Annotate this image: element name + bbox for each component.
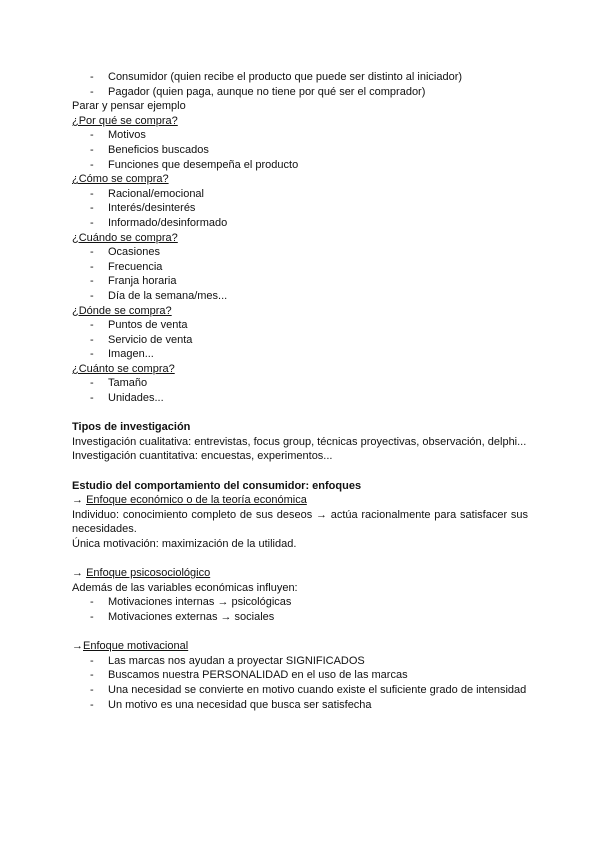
list-item: - Pagador (quien paga, aunque no tiene por qué ser el comprador) xyxy=(90,85,426,98)
list-item: - Una necesidad se convierte en motivo cuando existe el suficiente grado de intensidad xyxy=(90,683,527,696)
list-item: - Motivos xyxy=(90,129,146,142)
arrow-icon: → xyxy=(72,494,83,507)
list-item: - Funciones que desempeña el producto xyxy=(90,158,299,171)
economico-text: Individuo: conocimiento completo de sus deseos → actúa racionalmente para satisfacer sus necesidades. xyxy=(72,508,528,536)
question-por-que: ¿Por qué se compra? xyxy=(72,114,178,127)
donde-list xyxy=(72,318,528,362)
spacer xyxy=(72,625,528,640)
list-item: - Informado/desinformado xyxy=(90,216,228,229)
list-item: - Día de la semana/mes... xyxy=(90,289,228,302)
enfoque-motivacional-title: →Enfoque motivacional xyxy=(72,640,189,653)
question-donde: ¿Dónde se compra? xyxy=(72,304,172,317)
cualitativa-text: Investigación cualitativa: entrevistas, focus group, técnicas proyectivas, observación, delphi... xyxy=(72,435,527,448)
cuando-list xyxy=(72,245,528,303)
list-item: - Buscamos nuestra PERSONALIDAD en el uso de las marcas xyxy=(90,669,408,682)
question-cuando: ¿Cuándo se compra? xyxy=(72,231,178,244)
document-page xyxy=(72,70,528,712)
parar-text: Parar y pensar ejemplo xyxy=(72,100,186,113)
question-cuanto: ¿Cuánto se compra? xyxy=(72,362,175,375)
list-item: - Servicio de venta xyxy=(90,333,193,346)
arrow-icon: → xyxy=(72,567,83,580)
enfoque-economico-title: → Enfoque económico o de la teoría económica xyxy=(72,494,307,507)
spacer xyxy=(72,552,528,567)
question-como: ¿Cómo se compra? xyxy=(72,173,169,186)
tipos-heading: Tipos de investigación xyxy=(72,421,191,434)
list-item: - Motivaciones internas → psicológicas xyxy=(90,596,292,609)
estudio-heading: Estudio del comportamiento del consumidor: enfoques xyxy=(72,479,362,492)
economico-text-2: Única motivación: maximización de la utilidad. xyxy=(72,538,297,550)
list-item: - Un motivo es una necesidad que busca ser satisfecha xyxy=(90,698,372,711)
list-item: - Imagen... xyxy=(90,348,154,361)
motivacional-list xyxy=(72,654,528,712)
spacer xyxy=(72,406,528,421)
list-item: - Interés/desinterés xyxy=(90,202,196,215)
list-item: - Motivaciones externas → sociales xyxy=(90,610,275,623)
list-item: - Racional/emocional xyxy=(90,187,204,200)
list-item: - Beneficios buscados xyxy=(90,143,209,156)
list-item: - Tamaño xyxy=(90,377,148,390)
list-item: - Ocasiones xyxy=(90,246,160,259)
arrow-icon: → xyxy=(72,640,83,653)
list-item: - Puntos de venta xyxy=(90,319,188,332)
list-item: - Franja horaria xyxy=(90,275,177,288)
list-item: - Las marcas nos ayudan a proyectar SIGNIFICADOS xyxy=(90,654,365,667)
cuantitativa-text: Investigación cuantitativa: encuestas, experimentos... xyxy=(72,450,333,463)
psico-list xyxy=(72,595,528,624)
enfoque-psico-title: → Enfoque psicosociológico xyxy=(72,567,211,580)
list-item: - Frecuencia xyxy=(90,260,163,273)
spacer xyxy=(72,464,528,479)
psico-text: Además de las variables económicas influyen: xyxy=(72,581,298,594)
list-item: - Consumidor (quien recibe el producto que puede ser distinto al iniciador) xyxy=(90,71,463,83)
roles-list xyxy=(72,70,528,99)
por-que-list xyxy=(72,128,528,172)
list-item: - Unidades... xyxy=(90,392,164,405)
cuanto-list xyxy=(72,376,528,405)
como-list xyxy=(72,187,528,231)
